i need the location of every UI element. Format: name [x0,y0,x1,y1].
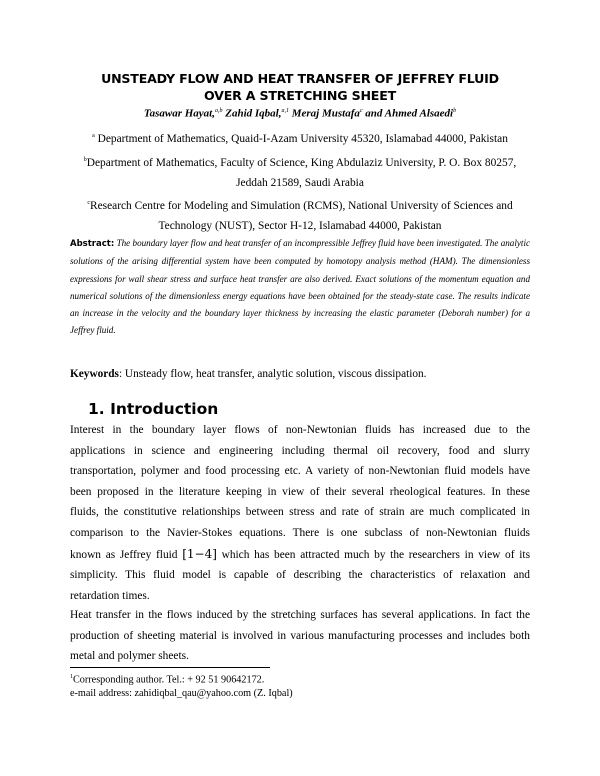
affiliation-text: Research Centre for Modeling and Simulation (RCMS), National University of Sciences and [90,199,513,212]
author-affiliation-mark: a,b [214,108,223,114]
body-text: known as Jeffrey fluid [70,548,178,561]
keywords [70,366,530,382]
author-list [40,104,560,121]
footnote [70,670,530,701]
affiliation-mark: a [92,133,95,139]
footnote-line [70,670,530,687]
affiliation-a [60,126,540,149]
keywords-label: Keywords [70,368,119,380]
author-name: Tasawar Hayat, [143,107,215,120]
body-line: been proposed in the literature keeping in view of their several rheological features. In these [70,485,530,498]
citation: [1−4] [182,546,217,561]
intro-paragraph-2 [70,605,530,667]
affiliation-mark: b [83,157,87,163]
affiliation-text: Department of Mathematics, Faculty of Science, King Abdulaziz University, P. O. Box 80257, [86,156,517,169]
title-line-2: OVER A STRETCHING SHEET [203,88,397,103]
abstract-text: The boundary layer flow and heat transfer of an incompressible Jeffrey fluid have been investigated. The analytic solutions of the arising differential system have been computed by homotopy analysis method (HAM). The dimensionless expressions for wall shear stress and surface heat transfer are also derived. Exact solutions of the momentum equation and numerical solutions of the dimensionless energy equations have been obtained for the steady-state case. The results indicate an increase in the velocity and the boundary layer thickness by increasing the elastic parameter (Deborah number) for a Jeffrey fluid. [70,238,531,336]
affiliation-line [60,193,540,216]
author-name: Meraj Mustafa [291,107,360,120]
body-line: metal and polymer sheets. [70,650,189,663]
footnote-text: Corresponding author. Tel.: + 92 51 90642172. [73,674,265,686]
body-line [70,544,530,566]
affiliation-text: Technology (NUST), Sector H-12, Islamabad 44000, Pakistan [158,219,442,232]
affiliation-text: Jeddah 21589, Saudi Arabia [236,176,364,189]
keywords-text: : Unsteady flow, heat transfer, analytic solution, viscous dissipation. [118,368,427,380]
body-line: fluids, the constitutive relationships between stress and rate of strain are much complicated in [70,506,530,519]
affiliation-mark: c [87,200,91,206]
author-name: and Ahmed Alsaedi [365,107,454,120]
body-line: Interest in the boundary layer flows of non-Newtonian fluids has increased due to the [70,424,530,436]
body-line: production of sheeting material is involved in various manufacturing processes and includes both [70,629,530,642]
author-name: Zahid Iqbal, [225,107,282,120]
paper-title [60,70,540,104]
body-line: retardation times. [70,589,150,602]
affiliation-c [60,193,540,236]
body-line: transportation, polymer and food processing etc. A variety of non-Newtonian fluid models have [70,465,530,478]
body-line: applications in science and engineering including thermal oil recovery, food and slurry [70,444,530,457]
author-affiliation-mark: c [359,108,363,114]
author-affiliation-mark: b [453,108,457,114]
body-text: which has been attracted much by the researchers in view of its [221,548,531,561]
affiliation-text: Department of Mathematics, Quaid-I-Azam University 45320, Islamabad 44000, Pakistan [97,132,508,145]
section-heading: 1. Introduction [88,400,219,418]
abstract-label: Abstract [70,239,111,249]
title-line-1: UNSTEADY FLOW AND HEAT TRANSFER OF JEFFREY FLUID [101,71,499,86]
affiliation-b [60,150,540,193]
abstract-colon: : [110,239,115,249]
body-line: comparison to the Navier-Stokes equations. There is one subclass of non-Newtonian fluids [70,526,530,539]
author-affiliation-mark: a,1 [281,108,289,114]
body-line: simplicity. This fluid model is capable of describing the characteristics of relaxation and [70,569,530,582]
intro-paragraph-1 [70,420,530,606]
footnote-email: e-mail address: zahidiqbal_qau@yahoo.com (Z. Iqbal) [70,688,293,700]
footnote-mark: 1 [70,674,73,680]
body-line: Heat transfer in the flows induced by the stretching surfaces has several applications. In fact the [70,609,530,621]
affiliation-line [60,150,540,173]
footnote-divider [70,667,270,668]
abstract [70,235,530,340]
